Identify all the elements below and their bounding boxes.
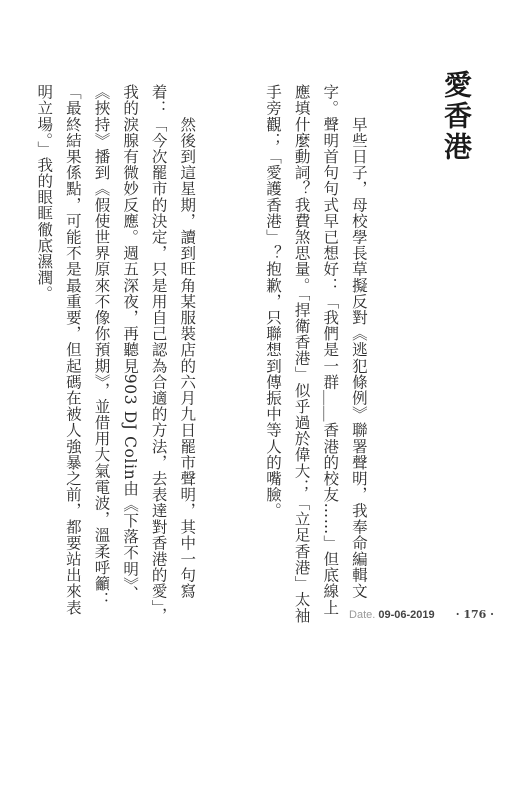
paragraph-1: 早些日子，母校學長草擬反對《逃犯條例》聯署聲明，我奉命編輯文字。聲明首句句式早已想好：「我們是一群＿＿香港的校友……」但底線上應填什麼動詞？我費煞思量。「捍衛香港」似乎過於偉大；「立足香港」太袖手旁觀；「愛護香港」？抱歉，只聯想到傳振中等人的嘴臉。 [264, 84, 368, 624]
date-value: 09-06-2019 [378, 609, 435, 621]
article-title: 愛香港 [440, 70, 473, 163]
page-number: · 176 · [455, 608, 494, 621]
article-body [0, 84, 430, 624]
paragraph-2: 然後到這星期，讀到旺角某服裝店的六月九日罷市聲明，其中一句寫着：「今次罷市的決定，只是用自己認為合適的方法，去表達對香港的愛」，我的淚腺有微妙反應。週五深夜，再聽見903 DJ Colin由《下落不明》、《挾持》播到《假使世界原來不像你預期》，並借用大氣電波，溫柔呼籲：「最終結果係點，可能不是最重要，但起碼在被人強暴之前，都要站出來表明立場。」我的眼眶徹底濕潤。 [35, 84, 197, 624]
date-label: Date. [349, 609, 376, 621]
page-footer [349, 608, 494, 621]
